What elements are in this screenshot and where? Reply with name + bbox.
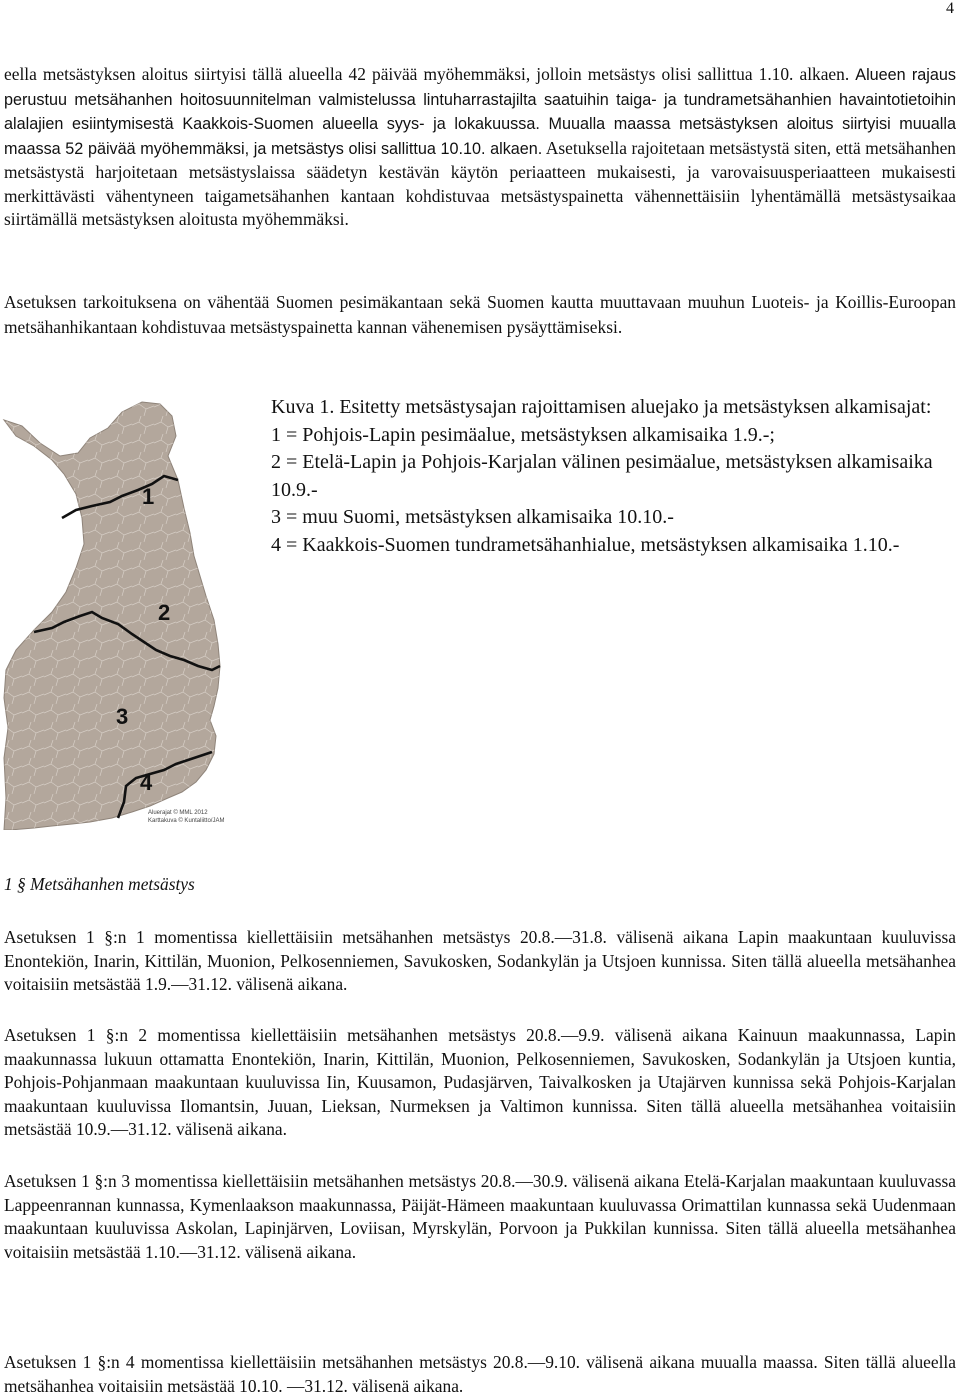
figure-caption bbox=[271, 394, 957, 559]
region-label-2: 2 bbox=[158, 600, 171, 625]
caption-item-2: 2 = Etelä-Lapin ja Pohjois-Karjalan välinen pesimäalue, metsästyksen alkamisaika 10.9.- bbox=[271, 451, 933, 501]
page-number: 4 bbox=[946, 0, 954, 17]
intro-text-sans: Alueen rajaus perustuu metsähanhen hoitosuunnitelman valmistelussa lintuharrastajilta saatuihin taiga- ja tundrametsähanhien havaintotietoihin alalajien esiintymisestä Kaakkois-Suomen alueella syys- ja lokakuussa. Muualla maassa metsästyksen aloitus siirtyisi muualla maassa 52 päivää myöhemmäksi, ja metsästys olisi sallittua 10.10. alkaen. bbox=[4, 66, 956, 158]
map-credit-line-1: Aluerajat © MML 2012 bbox=[148, 810, 208, 816]
section-paragraph-2: Asetuksen 1 §:n 2 momentissa kiellettäisiin metsähanhen metsästys 20.8.—9.9. välisenä aikana Kainuun maakunnassa, Lapin maakunnassa lukuun ottamatta Enontekiön, Inarin, Kittilän, Muonion, Pelkosenniemen, Savukosken, Sodankylän ja Utsjoen kuntia, Pohjois-Pohjanmaan maakuntaan kuuluvissa Iin, Kuusamon, Pudasjärven, Taivalkosken ja Utajärven kunnissa sekä Pohjois-Karjalan maakuntaan kuuluvissa Ilomantsin, Juuan, Lieksan, Nurmeksen ja Valtimon kunnissa. Siten tällä alueella metsähanhea voitaisiin metsästää 10.9.—31.12. välisenä aikana. bbox=[4, 1025, 956, 1139]
caption-item-4: 4 = Kaakkois-Suomen tundrametsähanhialue, metsästyksen alkamisaika 1.10.- bbox=[271, 533, 900, 556]
intro-text-serif-end: Asetuksella rajoitetaan metsästystä siten, että metsähanhen metsästystä harjoitetaan metsästyslaissa säädetyn kestävän käytön periaatteen mukaisesti, ja varovaisuusperiaatteen mukaisesti merkittävästi vähentyneen taigametsähanhen kantaan kohdistuvaa metsästyspainetta vähennettäisiin lyhentämällä metsästysaikaa siirtämällä metsästyksen aloitusta myöhemmäksi. bbox=[4, 137, 956, 229]
section-paragraph-3: Asetuksen 1 §:n 3 momentissa kiellettäisiin metsähanhen metsästys 20.8.—30.9. välisenä aikana Etelä-Karjalan maakuntaan kuuluvassa Lappeenrannan kunnassa, Kymenlaakson maakunnassa, Päijät-Hämeen maakuntaan kuuluvassa Orimattilan kunnassa sekä Uudenmaan maakuntaan kuuluvissa Askolan, Lapinjärven, Loviisan, Myrskylän, Porvoon ja Pukkilan kunnissa. Siten tällä alueella metsähanhea voitaisiin metsästää 1.10.—31.12. välisenä aikana. bbox=[4, 1171, 956, 1262]
map-credit-line-2: Karttakuva © Kuntaliitto/JAM bbox=[148, 818, 225, 824]
finland-region-map bbox=[0, 398, 260, 830]
intro-text-serif-start: eella metsästyksen aloitus siirtyisi tällä alueella 42 päivää myöhemmäksi, jolloin metsästys olisi sallittua 1.10. alkaen. bbox=[4, 64, 856, 84]
caption-item-1: 1 = Pohjois-Lapin pesimäalue, metsästyksen alkamisaika 1.9.-; bbox=[271, 423, 775, 446]
section-paragraph-4: Asetuksen 1 §:n 4 momentissa kiellettäisiin metsähanhen metsästys 20.8.—9.10. välisenä aikana muualla maassa. Siten tällä alueella metsähanhea voitaisiin metsästää 10.10. —31.12. välisenä aikana. bbox=[4, 1352, 956, 1396]
section-paragraph-1: Asetuksen 1 §:n 1 momentissa kiellettäisiin metsähanhen metsästys 20.8.—31.8. välisenä aikana Lapin maakuntaan kuuluvissa Enontekiön, Inarin, Kittilän, Muonion, Pelkosenniemen, Savukosken, Sodankylän ja Utsjoen kunnissa. Siten tällä alueella metsähanhea voitaisiin metsästää 1.9.—31.12. välisenä aikana. bbox=[4, 927, 956, 994]
intro-paragraph bbox=[4, 63, 956, 232]
purpose-paragraph: Asetuksen tarkoituksena on vähentää Suomen pesimäkantaan sekä Suomen kautta muuttavaan muuhun Luoteis- ja Koillis-Euroopan metsähanhikantaan kohdistuvaa metsästyspainetta kannan vähenemisen pysäyttämiseksi. bbox=[4, 292, 956, 337]
region-label-4: 4 bbox=[140, 770, 153, 795]
region-label-3: 3 bbox=[116, 704, 129, 729]
region-label-1: 1 bbox=[142, 484, 155, 509]
caption-item-3: 3 = muu Suomi, metsästyksen alkamisaika 10.10.- bbox=[271, 506, 674, 528]
caption-title: Kuva 1. Esitetty metsästysajan rajoittamisen aluejako ja metsästyksen alkamisajat: bbox=[271, 396, 932, 418]
section-heading: 1 § Metsähanhen metsästys bbox=[4, 874, 195, 894]
